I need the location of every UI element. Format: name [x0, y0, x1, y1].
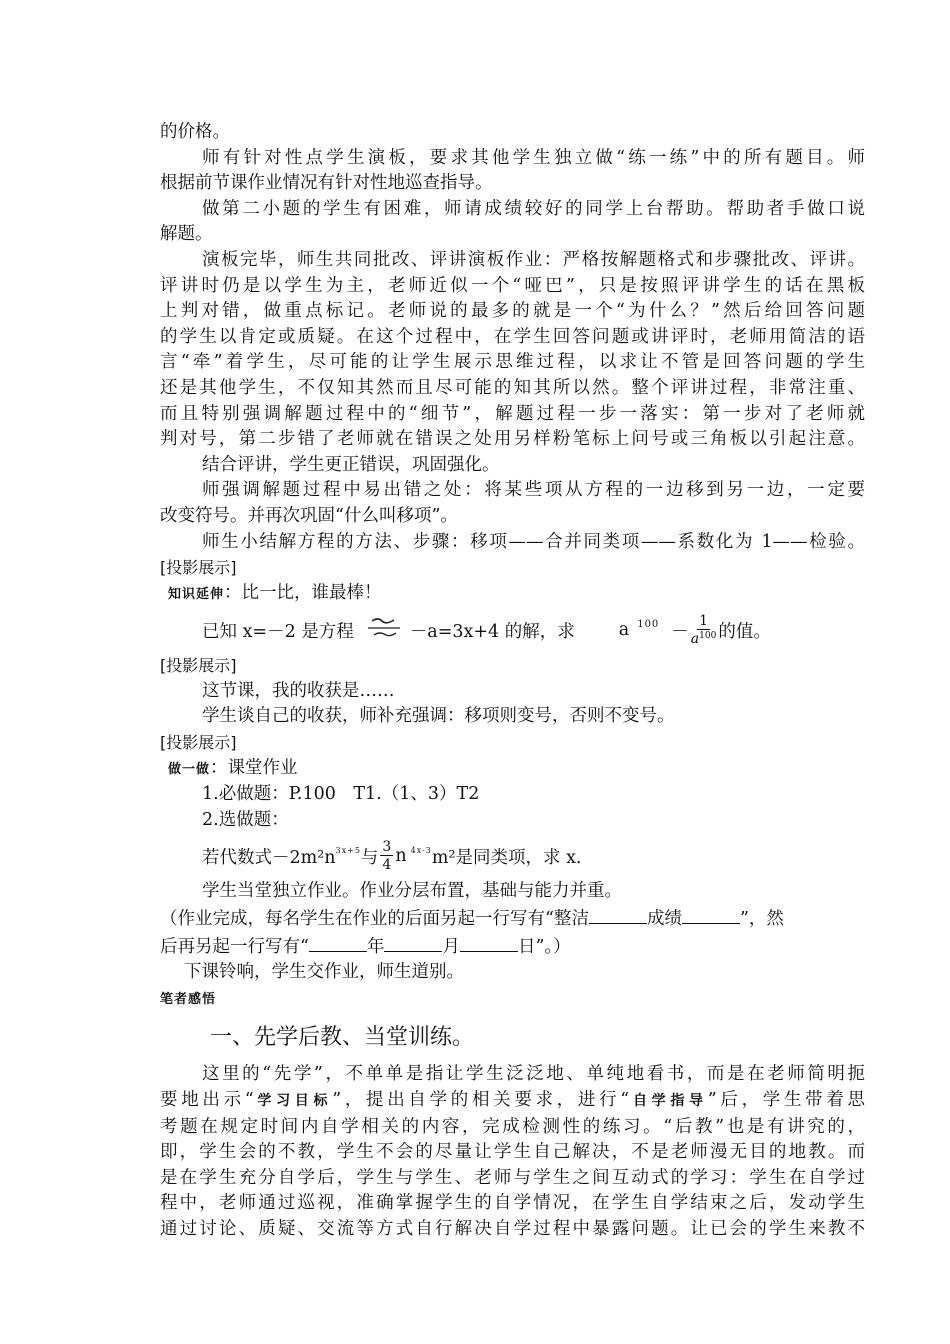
paragraph-line: 这里的“先学”，不单单是指让学生泛泛地、单纯地看书，而是在老师简明扼	[202, 1064, 865, 1085]
equation-suffix: 的值。	[718, 621, 771, 642]
note-text: 后再另起一行写有“	[160, 936, 309, 957]
homework-title	[160, 756, 865, 783]
paragraph-line: 结合评讲，学生更正错误，巩固强化。	[202, 454, 500, 475]
reflection-label	[160, 986, 865, 1013]
paragraph-line: 还是其他学生，不仅知其然而且尽可能的知其所以然。整个评讲过程，非常注重、	[160, 377, 865, 398]
exponent-4x3: 4x-3	[410, 845, 432, 855]
paragraph-line: 是在学生充分自学后，学生与学生、老师与学生之间互动式的学习：学生在自学过	[160, 1167, 865, 1188]
required-homework: 1.必做题：P.100 T1.（1、3）T2	[202, 784, 480, 805]
reflection-keyword: 笔者感悟	[160, 991, 217, 1007]
paragraph-line: 程中，老师通过巡视，准确掌握学生的自学情况，在学生自学结束之后，发动学生	[160, 1193, 865, 1214]
paragraph-line: 师有针对性点学生演板，要求其他学生独立做“练一练”中的所有题目。师	[202, 147, 865, 168]
section-heading: 一、先学后教、当堂训练。	[210, 1025, 475, 1051]
projection-label: [投影展示]	[160, 656, 237, 676]
paragraph-line: 考题在规定时间内自学相关的内容，完成检测性的练习。“后教”也是有讲究的，	[160, 1116, 865, 1137]
denominator-exponent: 100	[699, 631, 717, 642]
paragraph-line: 根据前节课作业情况有针对性地巡查指导。	[160, 173, 493, 194]
optional-question	[160, 833, 865, 879]
note-text: 月	[442, 936, 460, 957]
paragraph-line: 做第二小题的学生有困难，师请成绩较好的同学上台帮助。帮助者手做口说	[202, 198, 865, 219]
homework-note-line	[160, 905, 865, 933]
fraction-numerator: 1	[699, 613, 709, 630]
paragraph-line: 言“牵”着学生，尽可能的让学生展示思维过程，以求让不管是回答问题的学生	[160, 352, 865, 373]
extension-text: ：比一比，谁最棒！	[224, 582, 382, 603]
text-run: 要地出示“	[160, 1090, 254, 1110]
homework-keyword: 做一做	[168, 761, 211, 777]
homework-note-line	[160, 933, 865, 961]
learning-goal-keyword: 学习目标	[253, 1093, 333, 1109]
document-page	[160, 120, 865, 1243]
three-quarters-fraction	[380, 840, 393, 872]
paragraph-line: 而且特别强调解题过程中的“细节”，解题过程一步一落实：第一步对了老师就	[160, 403, 865, 424]
layered-homework-line: 学生当堂独立作业。作业分层布置，基础与能力并重。	[202, 881, 622, 902]
exponent-3x5: 3x+5	[335, 845, 361, 855]
paragraph-line: 师生小结解方程的方法、步骤：移项——合并同类项——系数化为 1——检验。	[202, 531, 865, 552]
homework-text: ：课堂作业	[210, 757, 298, 778]
fraction-denominator: 4	[382, 857, 392, 874]
note-text: 年	[366, 936, 385, 957]
minus-sign: －	[671, 621, 689, 642]
extension-title	[160, 581, 865, 608]
paragraph-line: 的价格。	[160, 122, 230, 142]
paragraph-line: 上判对错，做重点标记。老师说的最多的就是一个“为什么？”然后给回答问题	[160, 301, 865, 322]
day-blank	[460, 933, 518, 952]
bell-line: 下课铃响，学生交作业，师生道别。	[184, 962, 464, 983]
paragraph-line: 评讲时仍是以学生为主，老师近似一个“哑巴”，只是按照评讲学生的话在黑板	[160, 275, 865, 296]
projection-label: [投影展示]	[160, 558, 237, 578]
extension-keyword: 知识延伸	[168, 586, 225, 602]
question-prefix: 若代数式－2m²n	[202, 847, 336, 868]
question-n: n	[395, 846, 407, 867]
paragraph-line: 判对号，第二步错了老师就在错误之处用另样粉笔标上问号或三角板以引起注意。	[160, 429, 865, 450]
paragraph-line: 即，学生会的不教，学生不会的尽量让学生自己解决，不是老师漫无目的地教。而	[160, 1142, 865, 1163]
paragraph-line: 的学生以肯定或质疑。在这个过程中，在学生回答问题或讲评时，老师用简洁的语	[160, 326, 865, 347]
equation-middle: －a=3x+4 的解，求	[409, 621, 575, 642]
fraction-denominator	[691, 630, 717, 646]
text-run: ”，提出自学的相关要求，进行“	[332, 1090, 630, 1110]
paragraph-line: 改变符号。并再次巩固“什么叫移项”。	[160, 505, 458, 526]
self-study-keyword: 自学指导	[629, 1093, 708, 1109]
year-blank	[309, 933, 367, 952]
paragraph-line: 演板完毕，师生共同批改、评讲演板作业：严格按解题格式和步骤批改、评讲。	[202, 249, 865, 270]
reciprocal-fraction	[691, 614, 717, 646]
optional-homework: 2.选做题：	[202, 809, 289, 830]
text-run: ”后，学生带着思	[707, 1090, 866, 1110]
note-text: 日”。）	[517, 936, 571, 957]
harvest-line: 这节课，我的收获是……	[202, 680, 395, 701]
grade-blank	[682, 905, 740, 924]
a-letter: a	[618, 620, 630, 641]
fraction-glyph-icon	[366, 616, 402, 645]
question-with: 与	[360, 847, 379, 868]
paragraph-line: 解题。	[160, 224, 213, 245]
projection-label: [投影展示]	[160, 733, 237, 753]
note-text: （作业完成，每名学生在作业的后面另起一行写有“整洁	[160, 909, 589, 930]
talk-line: 学生谈自己的收获，师补充强调：移项则变号，否则不变号。	[202, 706, 675, 727]
paragraph-line	[160, 1088, 865, 1115]
equation-prefix: 已知 x=－2 是方程	[202, 621, 354, 642]
fraction-numerator: 3	[382, 839, 392, 856]
neatness-blank	[589, 905, 647, 924]
note-text: 成绩	[646, 909, 682, 930]
paragraph-line: 通过讨论、质疑、交流等方式自行解决自学过程中暴露问题。让已会的学生来教不	[160, 1218, 865, 1239]
paragraph-line: 师强调解题过程中易出错之处：将某些项从方程的一边移到另一边，一定要	[202, 480, 865, 501]
note-text: ”，然	[739, 909, 784, 930]
question-suffix: m²是同类项，求 x.	[431, 847, 582, 868]
month-blank	[384, 933, 442, 952]
exponent-100: 100	[637, 618, 660, 630]
extension-equation	[160, 607, 865, 653]
denominator-a: a	[690, 631, 700, 648]
